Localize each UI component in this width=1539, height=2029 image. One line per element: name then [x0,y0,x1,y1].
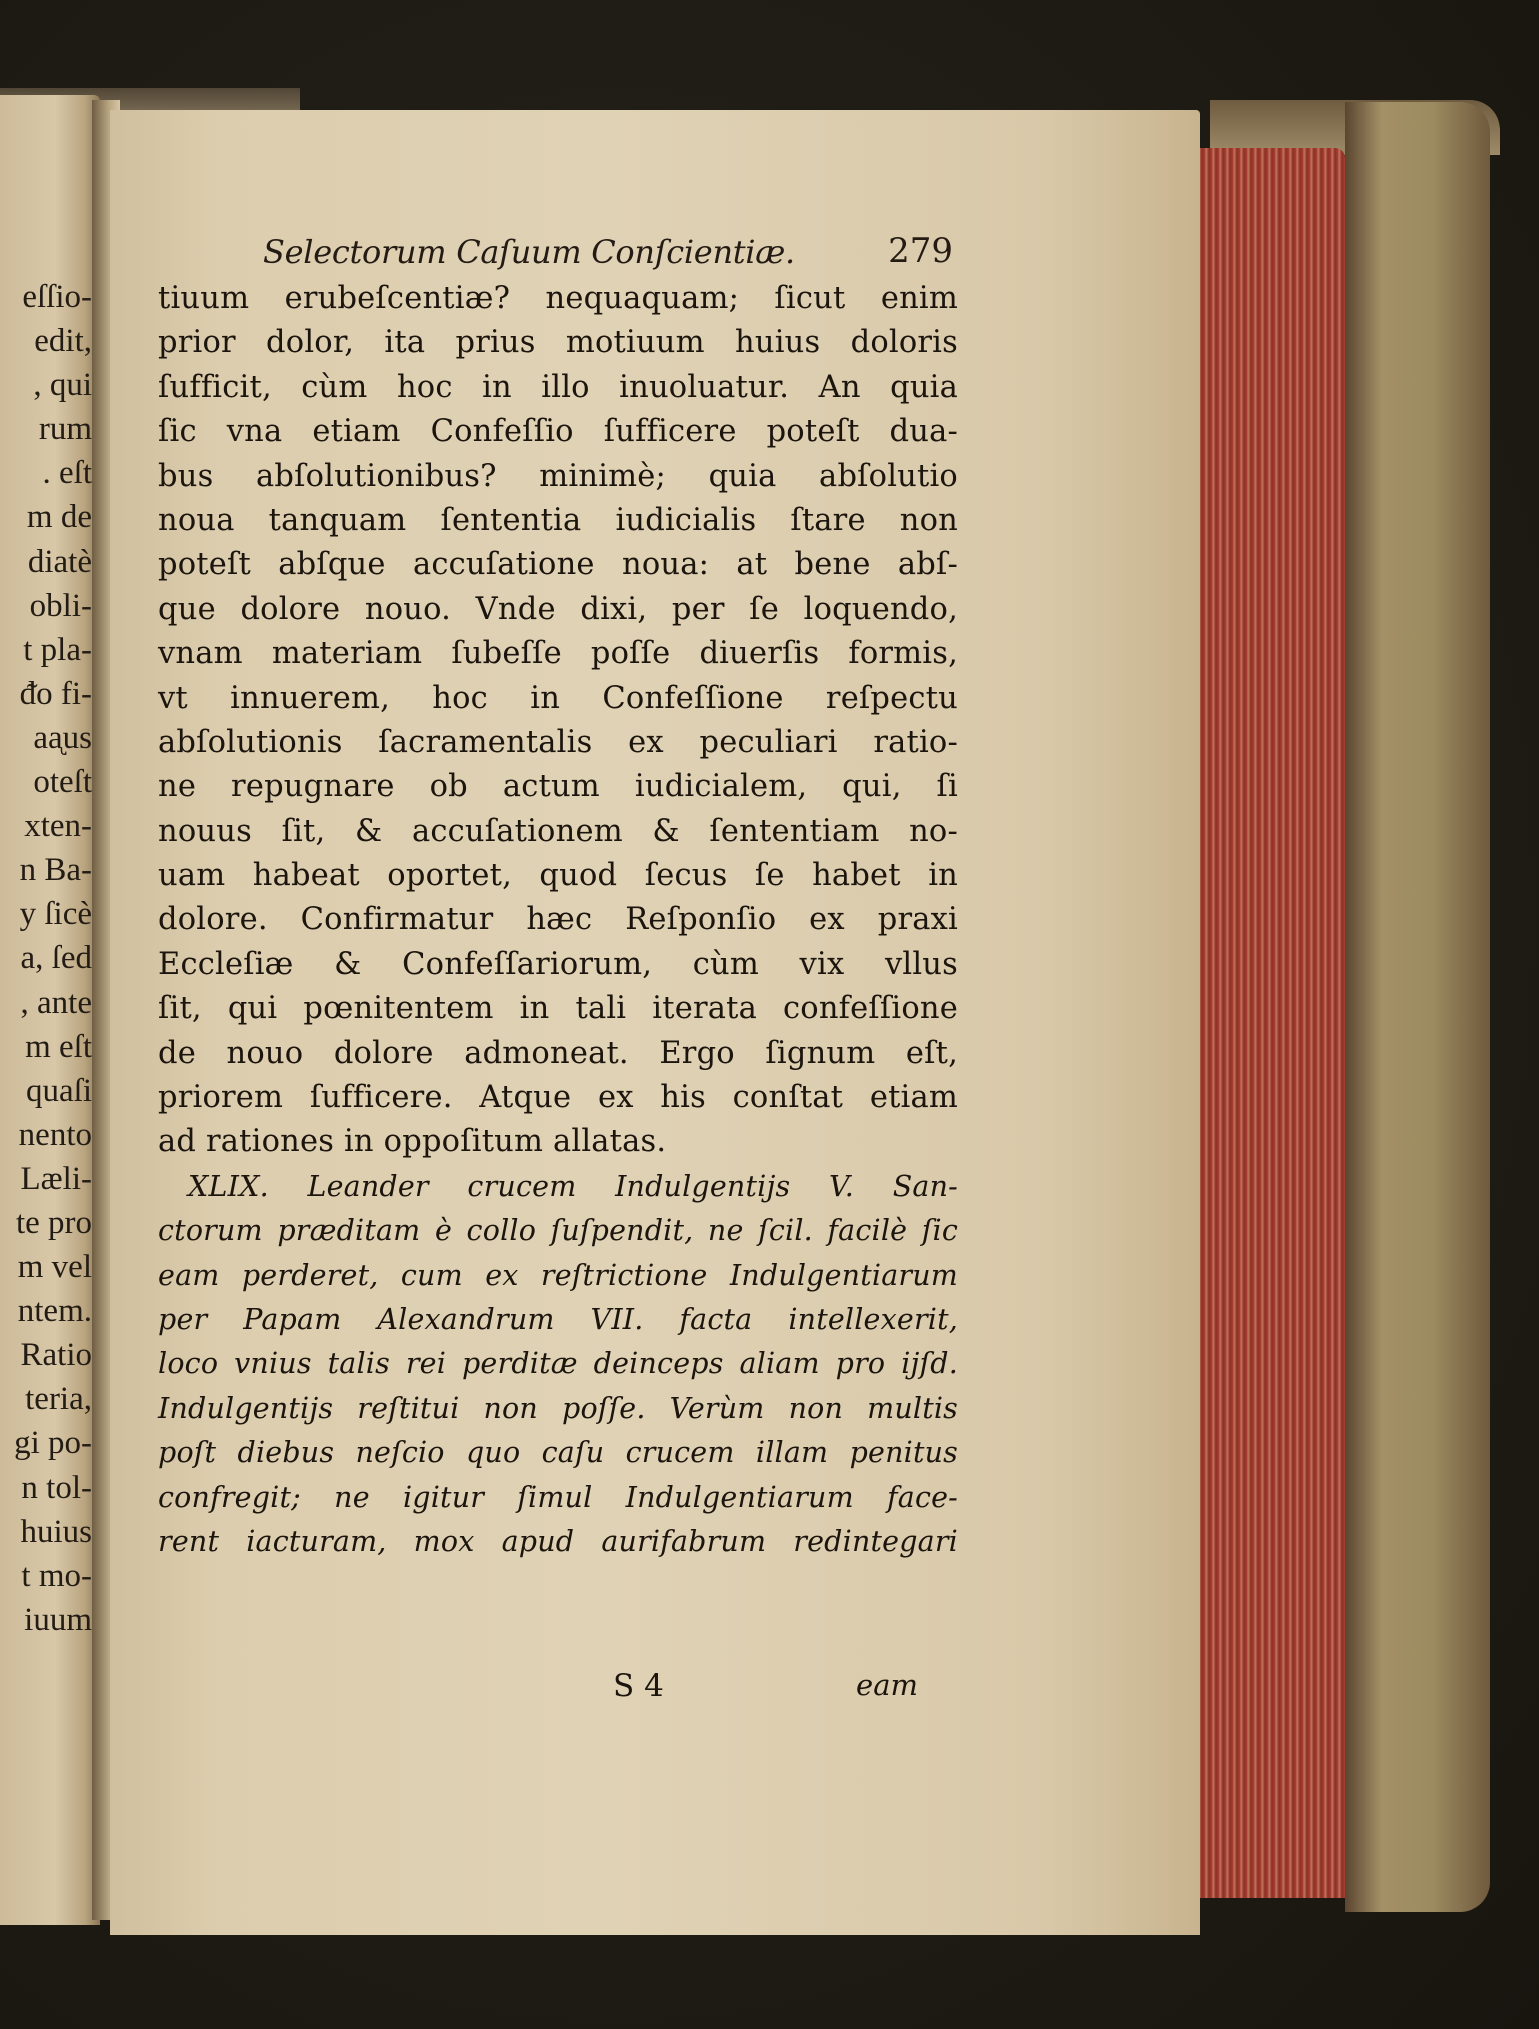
text-line: vt innuerem, hoc in Confeſſione reſpectu [158,680,958,716]
verso-fragment-line: , ante [20,984,92,1021]
verso-fragment-line: nento [18,1116,92,1153]
running-head-title: Selectorum Caſuum Conſcientiæ. [263,233,795,271]
verso-fragment-line: t pla- [23,631,92,668]
verso-fragment-line: gi po- [14,1425,92,1462]
verso-fragment-line: m de [26,499,92,536]
text-line: Indulgentijs reſtitui non poſſe. Verùm non multis [158,1391,958,1425]
verso-page [0,95,100,1925]
text-line: nouus ſit, & accuſationem & ſententiam no- [158,813,958,849]
text-line: poteſt abſque accuſatione noua: at bene abſ- [158,547,958,583]
verso-fragment-line: ntem. [17,1293,92,1330]
cover-board [1345,102,1490,1912]
text-line: vnam materiam ſubeſſe poſſe diuerſis formis, [158,636,958,672]
verso-fragment-line: xten- [24,808,92,845]
text-line: ad rationes in oppoſitum allatas. [158,1124,667,1160]
verso-fragment-line: te pro [15,1204,92,1241]
verso-fragment-line: quaſi [26,1072,92,1109]
verso-fragment-line: ᵭo fi- [19,675,92,712]
verso-fragment-line: diatè [27,543,92,580]
text-line: bus abſolutionibus? minimè; quia abſolutio [158,458,958,494]
text-line: Eccleſiæ & Confeſſariorum, cùm vix vllus [158,946,958,982]
text-line: priorem ſufficere. Atque ex his conſtat etiam [158,1080,958,1116]
verso-fragment-line: m vel [17,1249,92,1286]
signature-mark: S 4 [613,1668,664,1704]
text-line: ſufficit, cùm hoc in illo inuoluatur. An quia [158,369,958,405]
running-head [263,225,953,285]
verso-fragment-line: Ratio [20,1337,92,1374]
verso-fragment-line: eſſio- [22,279,92,315]
text-line: prior dolor, ita prius motiuum huius doloris [158,325,958,361]
verso-fragment-line: y ſicè [19,896,92,933]
text-line: eam perderet, cum ex reſtrictione Indulgentiarum [158,1258,958,1292]
verso-fragment-line: rum [38,411,92,448]
text-line: per Papam Alexandrum VII. facta intellexerit, [158,1302,958,1336]
text-line: tiuum erubeſcentiæ? nequaquam; ſicut enim [158,281,958,316]
verso-fragment-line: Læli- [20,1160,92,1197]
verso-fragment-line: n tol- [21,1469,92,1506]
verso-text-fragments [2,275,92,1642]
text-line: ne repugnare ob actum iudicialem, qui, ſi [158,769,958,805]
page-footer [158,1668,918,1712]
text-line: abſolutionis ſacramentalis ex peculiari ratio- [158,724,958,760]
text-line: ctorum præditam è collo ſuſpendit, ne ſcil. facilè ſic [158,1214,958,1248]
text-line: dolore. Confirmatur hæc Reſponſio ex praxi [158,902,958,938]
verso-fragment-line: t mo- [21,1557,92,1594]
verso-fragment-line: oteſt [33,764,92,801]
page-fore-edge [1195,148,1345,1898]
verso-fragment-line: . eſt [42,455,92,492]
verso-fragment-line: m eſt [25,1028,92,1065]
verso-fragment-line: huius [20,1513,92,1550]
text-line: de nouo dolore admoneat. Ergo ſignum eſt, [158,1035,958,1071]
text-line: poſt diebus neſcio quo caſu crucem illam penitus [158,1436,958,1470]
verso-fragment-line: n Ba- [19,852,92,889]
verso-fragment-line: aᶏus [33,719,92,756]
body-text [158,277,958,1564]
verso-fragment-line: edit, [34,323,92,360]
text-line: que dolore nouo. Vnde dixi, per ſe loquendo, [158,591,958,627]
text-line: uam habeat oportet, quod ſecus ſe habet in [158,858,958,894]
text-line: XLIX. Leander crucem Indulgentijs V. San- [188,1169,958,1203]
verso-fragment-line: , qui [33,367,92,404]
verso-fragment-line: a, ſed [20,940,92,977]
text-line: loco vnius talis rei perditæ deinceps aliam pro ijſd. [158,1347,958,1381]
catchword: eam [856,1668,918,1702]
text-line: ſic vna etiam Confeſſio ſufficere poteſt dua- [158,414,958,450]
text-line: rent iacturam, mox apud aurifabrum redintegari [158,1524,958,1558]
text-line: ſit, qui pœnitentem in tali iterata confeſſione [158,991,958,1027]
page-number: 279 [888,231,953,271]
verso-fragment-line: obli- [29,587,92,624]
verso-fragment-line: teria, [25,1381,92,1418]
text-line: confregit; ne igitur ſimul Indulgentiarum face- [158,1480,958,1514]
verso-fragment-line: iuum [24,1601,92,1638]
text-line: noua tanquam ſententia iudicialis ſtare non [158,502,958,538]
